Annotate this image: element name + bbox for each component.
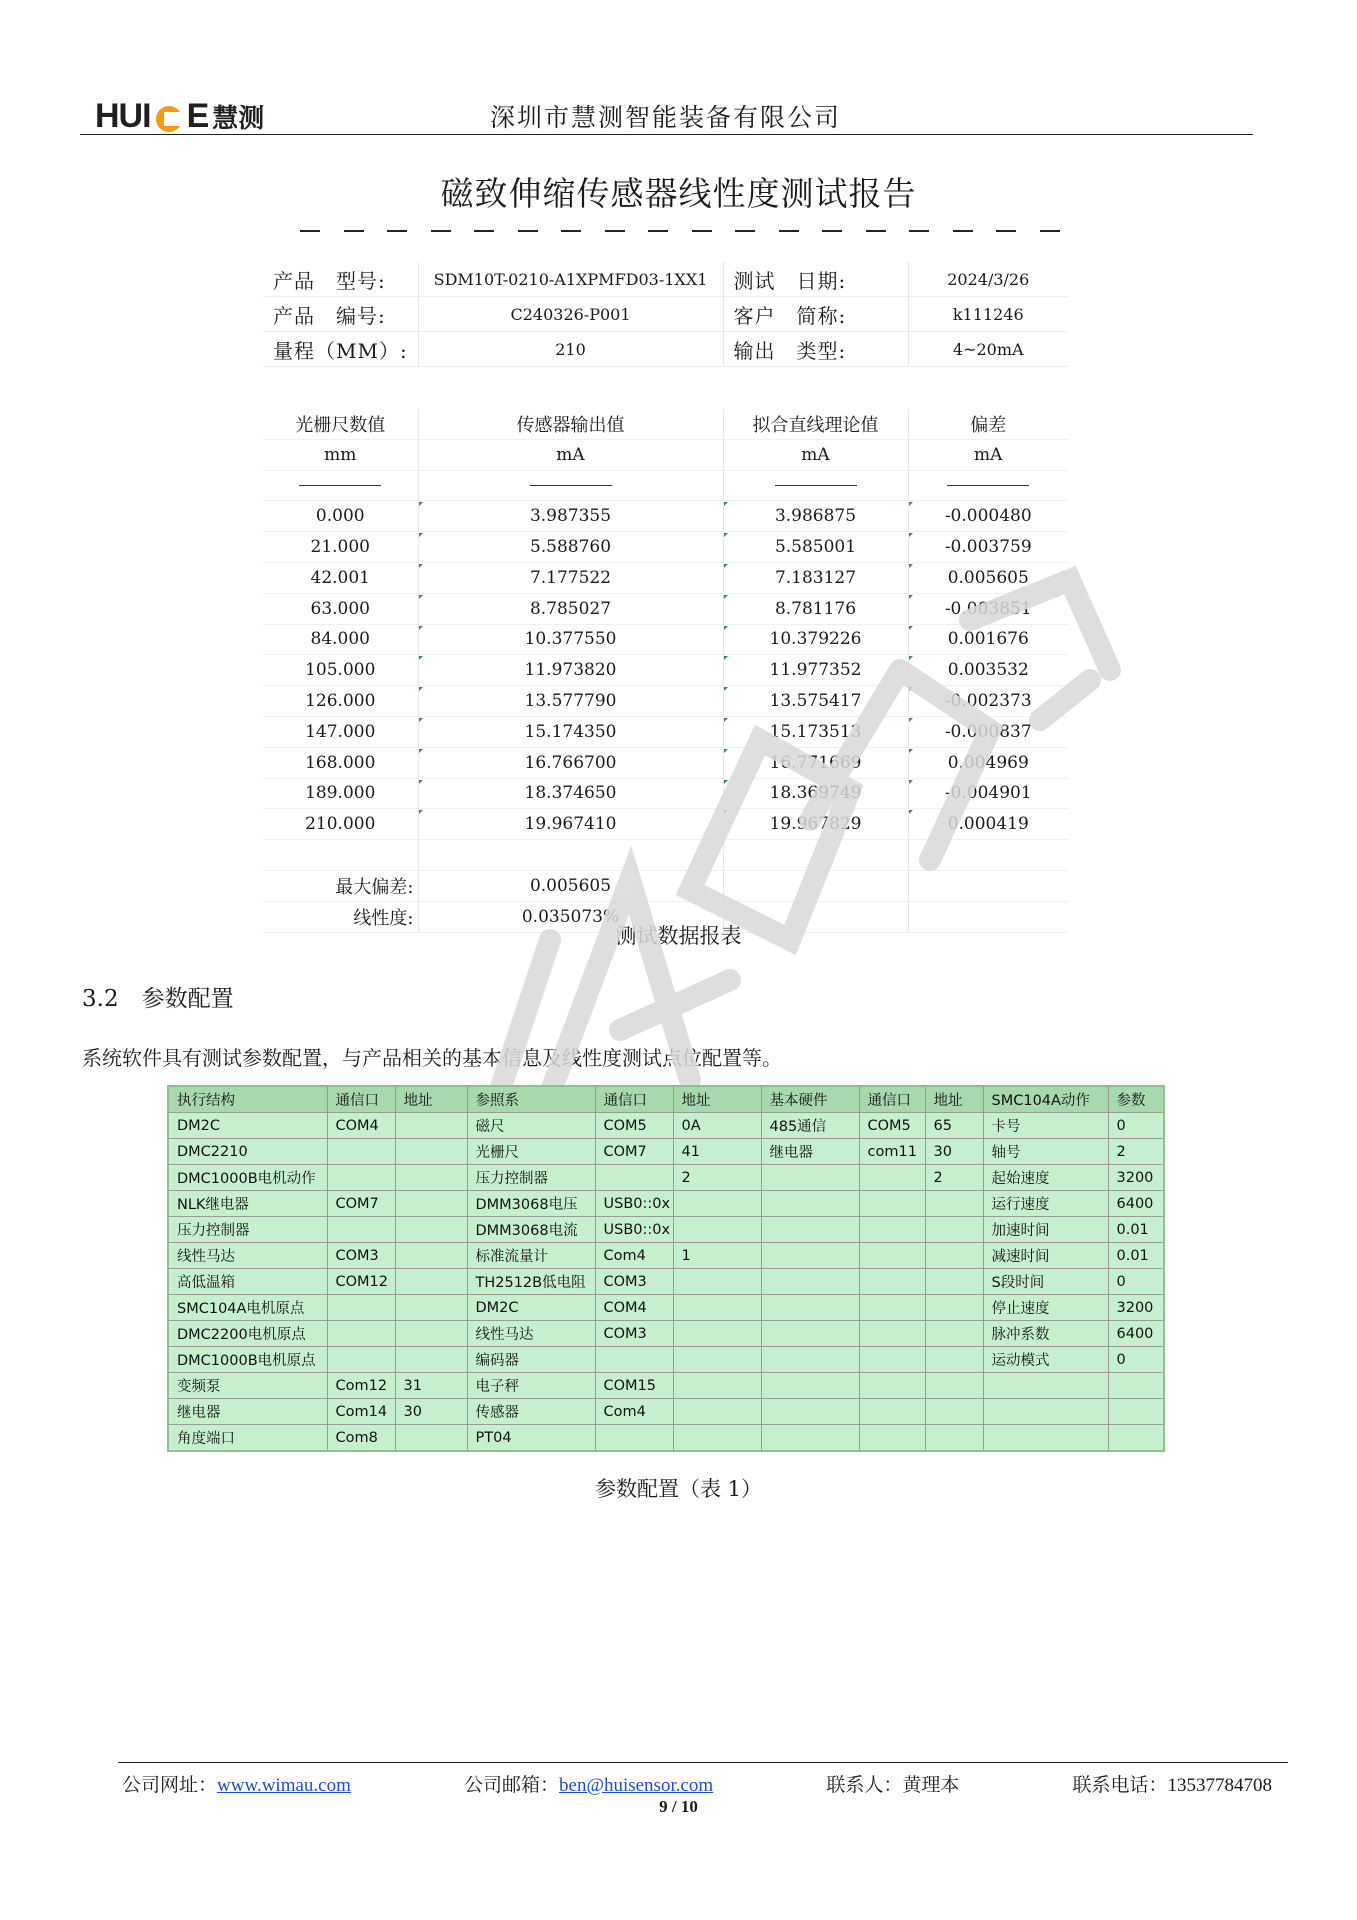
param-cell <box>859 1191 925 1217</box>
param-column-header: 通信口 <box>859 1086 925 1113</box>
param-cell: COM3 <box>327 1243 395 1269</box>
table-cell: 168.000 <box>263 747 418 778</box>
param-cell <box>761 1295 859 1321</box>
table-cell: 11.977352 <box>723 655 908 686</box>
param-cell <box>395 1321 467 1347</box>
table-cell: -0.000837 <box>908 716 1068 747</box>
email-label: 公司邮箱： <box>464 1775 560 1796</box>
param-cell <box>395 1347 467 1373</box>
param-cell <box>925 1217 983 1243</box>
param-row <box>168 1295 1164 1321</box>
param-cell <box>983 1373 1108 1399</box>
param-column-header: 通信口 <box>327 1086 395 1113</box>
param-cell <box>925 1321 983 1347</box>
param-column-header: 通信口 <box>595 1086 673 1113</box>
param-cell: 继电器 <box>168 1399 327 1425</box>
param-cell <box>859 1243 925 1269</box>
param-cell: PT04 <box>467 1425 595 1452</box>
param-row <box>168 1243 1164 1269</box>
date-value: 2024/3/26 <box>908 262 1068 297</box>
param-cell: 30 <box>925 1139 983 1165</box>
param-cell: 线性马达 <box>168 1243 327 1269</box>
table-header-row <box>263 409 1068 439</box>
max-deviation-row <box>263 870 1068 901</box>
param-cell <box>327 1321 395 1347</box>
param-row <box>168 1139 1164 1165</box>
param-cell <box>673 1295 761 1321</box>
param-cell <box>925 1243 983 1269</box>
param-cell <box>1108 1373 1164 1399</box>
table-row <box>263 778 1068 809</box>
param-cell <box>859 1217 925 1243</box>
measurement-table <box>263 409 1068 933</box>
param-cell: 31 <box>395 1373 467 1399</box>
param-row <box>168 1165 1164 1191</box>
table-cell: 7.177522 <box>418 562 723 593</box>
table-row <box>263 686 1068 717</box>
param-cell: COM5 <box>859 1113 925 1139</box>
param-cell <box>925 1347 983 1373</box>
param-cell: 3200 <box>1108 1295 1164 1321</box>
table-cell: 0.001676 <box>908 624 1068 655</box>
param-cell: COM3 <box>595 1321 673 1347</box>
table-row <box>263 716 1068 747</box>
table-row <box>263 532 1068 563</box>
param-cell: 线性马达 <box>467 1321 595 1347</box>
param-cell: 压力控制器 <box>467 1165 595 1191</box>
param-cell: 压力控制器 <box>168 1217 327 1243</box>
param-column-header: SMC104A动作 <box>983 1086 1108 1113</box>
param-cell <box>395 1217 467 1243</box>
param-cell <box>327 1165 395 1191</box>
param-cell: COM5 <box>595 1113 673 1139</box>
param-row <box>168 1399 1164 1425</box>
table-cell: 5.588760 <box>418 532 723 563</box>
param-cell <box>761 1347 859 1373</box>
param-cell <box>859 1425 925 1452</box>
param-column-header: 地址 <box>925 1086 983 1113</box>
param-cell: 0.01 <box>1108 1217 1164 1243</box>
param-row <box>168 1269 1164 1295</box>
param-cell <box>761 1321 859 1347</box>
param-cell: 加速时间 <box>983 1217 1108 1243</box>
param-cell: COM3 <box>595 1269 673 1295</box>
table-cell: 13.575417 <box>723 686 908 717</box>
table-row <box>263 747 1068 778</box>
table-cell: 19.967410 <box>418 809 723 840</box>
param-column-header: 基本硬件 <box>761 1086 859 1113</box>
param-cell: 继电器 <box>761 1139 859 1165</box>
param-cell <box>595 1165 673 1191</box>
param-cell: COM15 <box>595 1373 673 1399</box>
param-cell <box>673 1373 761 1399</box>
param-cell <box>673 1269 761 1295</box>
param-cell <box>761 1165 859 1191</box>
page-number: 9 / 10 <box>659 1797 698 1816</box>
table-cell: 189.000 <box>263 778 418 809</box>
website-link[interactable]: www.wimau.com <box>217 1775 351 1796</box>
param-cell <box>673 1399 761 1425</box>
range-label: 量程（MM）: <box>263 332 418 367</box>
param-cell: COM4 <box>595 1295 673 1321</box>
param-cell <box>395 1295 467 1321</box>
param-cell <box>395 1113 467 1139</box>
output-label: 输出 类型: <box>723 332 908 367</box>
column-header: 光栅尺数值 <box>263 409 418 439</box>
table-cell: 7.183127 <box>723 562 908 593</box>
param-cell: com11 <box>859 1139 925 1165</box>
param-cell: 角度端口 <box>168 1425 327 1452</box>
param-cell: 运行速度 <box>983 1191 1108 1217</box>
table-cell: 147.000 <box>263 716 418 747</box>
table-cell: 42.001 <box>263 562 418 593</box>
table-cell: 15.174350 <box>418 716 723 747</box>
table-row <box>263 624 1068 655</box>
table-row <box>263 501 1068 532</box>
info-row <box>263 332 1068 367</box>
param-cell: DMM3068电流 <box>467 1217 595 1243</box>
param-cell: 6400 <box>1108 1191 1164 1217</box>
column-header: 拟合直线理论值 <box>723 409 908 439</box>
table-cell: 10.379226 <box>723 624 908 655</box>
logo-text-cn: 慧测 <box>212 103 265 134</box>
param-cell: 2 <box>1108 1139 1164 1165</box>
company-name: 深圳市慧测智能装备有限公司 <box>490 103 842 132</box>
logo-text-latin: HUI <box>95 96 151 135</box>
param-cell: 30 <box>395 1399 467 1425</box>
param-row <box>168 1113 1164 1139</box>
param-cell <box>859 1295 925 1321</box>
footer <box>122 1770 1272 1797</box>
param-cell: 2 <box>673 1165 761 1191</box>
table-row <box>263 562 1068 593</box>
table-cell: 3.987355 <box>418 501 723 532</box>
website-label: 公司网址： <box>122 1775 218 1796</box>
param-cell <box>761 1269 859 1295</box>
column-header: 偏差 <box>908 409 1068 439</box>
param-cell <box>859 1373 925 1399</box>
param-cell <box>859 1321 925 1347</box>
param-cell: DMC2200电机原点 <box>168 1321 327 1347</box>
table-cell: 21.000 <box>263 532 418 563</box>
dash-separator <box>300 230 1060 232</box>
param-cell <box>859 1347 925 1373</box>
table-cell: 11.973820 <box>418 655 723 686</box>
param-cell <box>859 1399 925 1425</box>
table-rule-row <box>263 470 1068 501</box>
table-cell: -0.003759 <box>908 532 1068 563</box>
param-cell <box>327 1295 395 1321</box>
model-label: 产品 型号: <box>263 262 418 297</box>
param-cell: 485通信 <box>761 1113 859 1139</box>
param-cell: 标准流量计 <box>467 1243 595 1269</box>
param-cell <box>395 1243 467 1269</box>
param-cell: 3200 <box>1108 1165 1164 1191</box>
param-cell: 电子秤 <box>467 1373 595 1399</box>
param-cell: DMC1000B电机动作 <box>168 1165 327 1191</box>
table-cell: 16.766700 <box>418 747 723 778</box>
param-cell: SMC104A电机原点 <box>168 1295 327 1321</box>
table-cell: 84.000 <box>263 624 418 655</box>
param-cell <box>761 1243 859 1269</box>
param-column-header: 地址 <box>395 1086 467 1113</box>
param-header-row <box>168 1086 1164 1113</box>
param-cell: 2 <box>925 1165 983 1191</box>
param-column-header: 地址 <box>673 1086 761 1113</box>
table-cell: 0.000 <box>263 501 418 532</box>
param-cell: Com4 <box>595 1243 673 1269</box>
param-cell: 传感器 <box>467 1399 595 1425</box>
footer-divider <box>118 1762 1288 1763</box>
info-row <box>263 297 1068 332</box>
section-text: 系统软件具有测试参数配置，与产品相关的基本信息及线性度测试点位配置等。 <box>82 1046 782 1070</box>
param-cell <box>983 1425 1108 1452</box>
max-deviation-value: 0.005605 <box>418 870 723 901</box>
table-cell: 18.369749 <box>723 778 908 809</box>
param-cell: 光栅尺 <box>467 1139 595 1165</box>
param-cell: DMC2210 <box>168 1139 327 1165</box>
param-cell <box>327 1347 395 1373</box>
param-cell: 起始速度 <box>983 1165 1108 1191</box>
report-title: 磁致伸缩传感器线性度测试报告 <box>440 174 917 213</box>
company-logo <box>95 96 264 136</box>
table-cell: 210.000 <box>263 809 418 840</box>
param-cell <box>673 1347 761 1373</box>
table-cell: 18.374650 <box>418 778 723 809</box>
column-unit: mA <box>418 439 723 470</box>
param-cell: Com4 <box>595 1399 673 1425</box>
param-cell: DM2C <box>467 1295 595 1321</box>
param-cell <box>673 1425 761 1452</box>
param-cell: 卡号 <box>983 1113 1108 1139</box>
table-cell: 0.000419 <box>908 809 1068 840</box>
table-cell: -0.004901 <box>908 778 1068 809</box>
param-row <box>168 1217 1164 1243</box>
param-cell: Com12 <box>327 1373 395 1399</box>
param-cell <box>925 1295 983 1321</box>
param-cell <box>859 1269 925 1295</box>
param-column-header: 参数 <box>1108 1086 1164 1113</box>
param-cell <box>395 1165 467 1191</box>
header-divider <box>80 134 1253 135</box>
footer-email <box>464 1770 713 1797</box>
table-cell: 13.577790 <box>418 686 723 717</box>
param-cell: 运动模式 <box>983 1347 1108 1373</box>
param-cell: DMM3068电压 <box>467 1191 595 1217</box>
report-caption: 测试数据报表 <box>615 924 742 948</box>
serial-value: C240326-P001 <box>418 297 723 332</box>
param-cell <box>925 1399 983 1425</box>
param-row <box>168 1347 1164 1373</box>
linearity-value: 0.035073% <box>418 901 723 932</box>
param-cell <box>761 1217 859 1243</box>
param-cell: 变频泵 <box>168 1373 327 1399</box>
param-cell: 高低温箱 <box>168 1269 327 1295</box>
customer-label: 客户 简称: <box>723 297 908 332</box>
param-cell: Com14 <box>327 1399 395 1425</box>
table-cell: 15.173513 <box>723 716 908 747</box>
param-cell <box>673 1217 761 1243</box>
param-cell <box>925 1191 983 1217</box>
param-cell: 减速时间 <box>983 1243 1108 1269</box>
param-cell <box>925 1269 983 1295</box>
param-table-caption: 参数配置（表 1） <box>594 1477 763 1501</box>
param-config-table <box>167 1085 1165 1452</box>
param-cell <box>673 1321 761 1347</box>
column-unit: mA <box>908 439 1068 470</box>
param-cell <box>761 1373 859 1399</box>
range-value: 210 <box>418 332 723 367</box>
table-cell: 10.377550 <box>418 624 723 655</box>
param-cell: 6400 <box>1108 1321 1164 1347</box>
table-row <box>263 809 1068 840</box>
email-link[interactable]: ben@huisensor.com <box>559 1775 714 1796</box>
table-cell: 63.000 <box>263 593 418 624</box>
param-cell: COM4 <box>327 1113 395 1139</box>
param-cell <box>395 1425 467 1452</box>
param-cell: COM7 <box>327 1191 395 1217</box>
param-cell: 0 <box>1108 1347 1164 1373</box>
section-heading: 3.2 参数配置 <box>82 986 234 1012</box>
param-cell <box>673 1191 761 1217</box>
param-row <box>168 1321 1164 1347</box>
param-cell: 0 <box>1108 1269 1164 1295</box>
param-cell: 脉冲系数 <box>983 1321 1108 1347</box>
info-row <box>263 262 1068 297</box>
date-label: 测试 日期: <box>723 262 908 297</box>
table-cell: 105.000 <box>263 655 418 686</box>
param-cell: 编码器 <box>467 1347 595 1373</box>
param-cell <box>761 1425 859 1452</box>
param-cell <box>395 1269 467 1295</box>
param-row <box>168 1191 1164 1217</box>
model-value: SDM10T-0210-A1XPMFD03-1XX1 <box>418 262 723 297</box>
param-column-header: 参照系 <box>467 1086 595 1113</box>
output-value: 4~20mA <box>908 332 1068 367</box>
footer-contact: 联系人：黄理本 <box>826 1775 960 1796</box>
footer-website <box>122 1770 351 1797</box>
param-cell <box>1108 1399 1164 1425</box>
max-deviation-label: 最大偏差: <box>263 870 418 901</box>
param-cell <box>983 1399 1108 1425</box>
param-cell: Com8 <box>327 1425 395 1452</box>
table-cell: 5.585001 <box>723 532 908 563</box>
table-cell: 8.781176 <box>723 593 908 624</box>
table-cell: 8.785027 <box>418 593 723 624</box>
param-cell <box>395 1139 467 1165</box>
param-cell: 65 <box>925 1113 983 1139</box>
param-cell <box>859 1165 925 1191</box>
table-cell: 19.967829 <box>723 809 908 840</box>
param-cell <box>327 1139 395 1165</box>
param-cell <box>595 1347 673 1373</box>
param-cell <box>761 1191 859 1217</box>
param-cell <box>925 1425 983 1452</box>
param-column-header: 执行结构 <box>168 1086 327 1113</box>
param-cell: USB0::0x <box>595 1191 673 1217</box>
param-cell: 停止速度 <box>983 1295 1108 1321</box>
param-cell: 轴号 <box>983 1139 1108 1165</box>
table-unit-row <box>263 439 1068 470</box>
param-row <box>168 1373 1164 1399</box>
param-cell: 磁尺 <box>467 1113 595 1139</box>
param-cell: 41 <box>673 1139 761 1165</box>
param-cell <box>595 1425 673 1452</box>
table-row <box>263 655 1068 686</box>
table-cell: 0.003532 <box>908 655 1068 686</box>
param-row <box>168 1425 1164 1452</box>
param-cell: COM12 <box>327 1269 395 1295</box>
column-unit: mA <box>723 439 908 470</box>
table-cell: 0.004969 <box>908 747 1068 778</box>
param-cell <box>395 1191 467 1217</box>
param-cell: 0.01 <box>1108 1243 1164 1269</box>
param-cell: DM2C <box>168 1113 327 1139</box>
param-cell <box>1108 1425 1164 1452</box>
linearity-label: 线性度: <box>263 901 418 932</box>
column-header: 传感器输出值 <box>418 409 723 439</box>
param-cell: 0A <box>673 1113 761 1139</box>
footer-phone: 联系电话：13537784708 <box>1072 1775 1272 1796</box>
logo-mark-icon <box>156 106 182 132</box>
param-cell: 1 <box>673 1243 761 1269</box>
logo-text-latin-2: E <box>186 96 209 135</box>
table-blank-row <box>263 840 1068 871</box>
param-cell <box>925 1373 983 1399</box>
param-cell: S段时间 <box>983 1269 1108 1295</box>
param-cell: NLK继电器 <box>168 1191 327 1217</box>
param-cell: TH2512B低电阻 <box>467 1269 595 1295</box>
param-cell: COM7 <box>595 1139 673 1165</box>
table-cell: 3.986875 <box>723 501 908 532</box>
table-cell: -0.003851 <box>908 593 1068 624</box>
table-cell: 16.771669 <box>723 747 908 778</box>
column-unit: mm <box>263 439 418 470</box>
table-cell: -0.000480 <box>908 501 1068 532</box>
param-cell <box>761 1399 859 1425</box>
table-cell: 126.000 <box>263 686 418 717</box>
table-cell: -0.002373 <box>908 686 1068 717</box>
table-row <box>263 593 1068 624</box>
param-cell: USB0::0x <box>595 1217 673 1243</box>
param-cell <box>327 1217 395 1243</box>
param-cell: 0 <box>1108 1113 1164 1139</box>
param-cell: DMC1000B电机原点 <box>168 1347 327 1373</box>
table-cell: 0.005605 <box>908 562 1068 593</box>
report-info-table <box>263 262 1068 367</box>
customer-value: k111246 <box>908 297 1068 332</box>
serial-label: 产品 编号: <box>263 297 418 332</box>
